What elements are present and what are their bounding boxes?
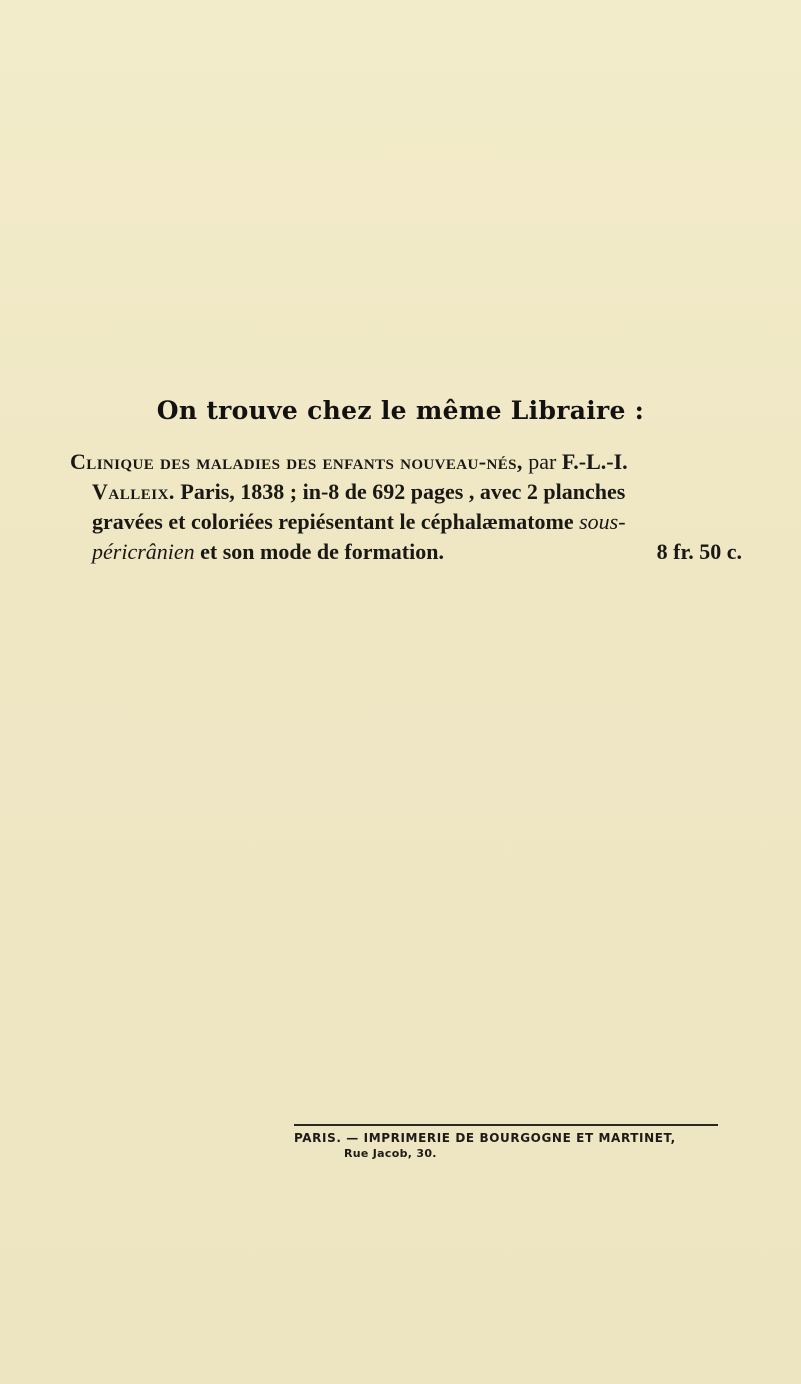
author-initials: F.-L.-I. <box>561 449 628 474</box>
book-entry <box>70 447 742 567</box>
author-surname: Valleix. <box>92 479 175 504</box>
entry-line-3 <box>70 507 742 537</box>
publication-info: Paris, 1838 ; in-8 de 692 pages , avec 2 planches <box>180 479 626 504</box>
description-text: gravées et coloriées repiésentant le céphalæmatome <box>92 509 574 534</box>
imprint-line-2: Rue Jacob, 30. <box>344 1147 437 1160</box>
price: 8 fr. 50 c. <box>656 539 742 564</box>
entry-line-2 <box>70 477 742 507</box>
imprint-line-1: PARIS. — IMPRIMERIE DE BOURGOGNE ET MARTINET, <box>294 1131 676 1145</box>
entry-line-1 <box>70 447 742 477</box>
book-title: Clinique des maladies des enfants nouveau-nés, <box>70 449 523 474</box>
section-heading: On trouve chez le même Libraire : <box>156 396 645 425</box>
entry-line-4 <box>70 537 742 567</box>
by-word: par <box>528 449 557 474</box>
italic-term-1: sous- <box>579 509 626 534</box>
printer-imprint <box>294 1131 724 1161</box>
italic-term-2: péricrânien <box>92 539 195 564</box>
description-end: et son mode de formation. <box>200 539 444 564</box>
imprint-rule <box>294 1124 718 1126</box>
